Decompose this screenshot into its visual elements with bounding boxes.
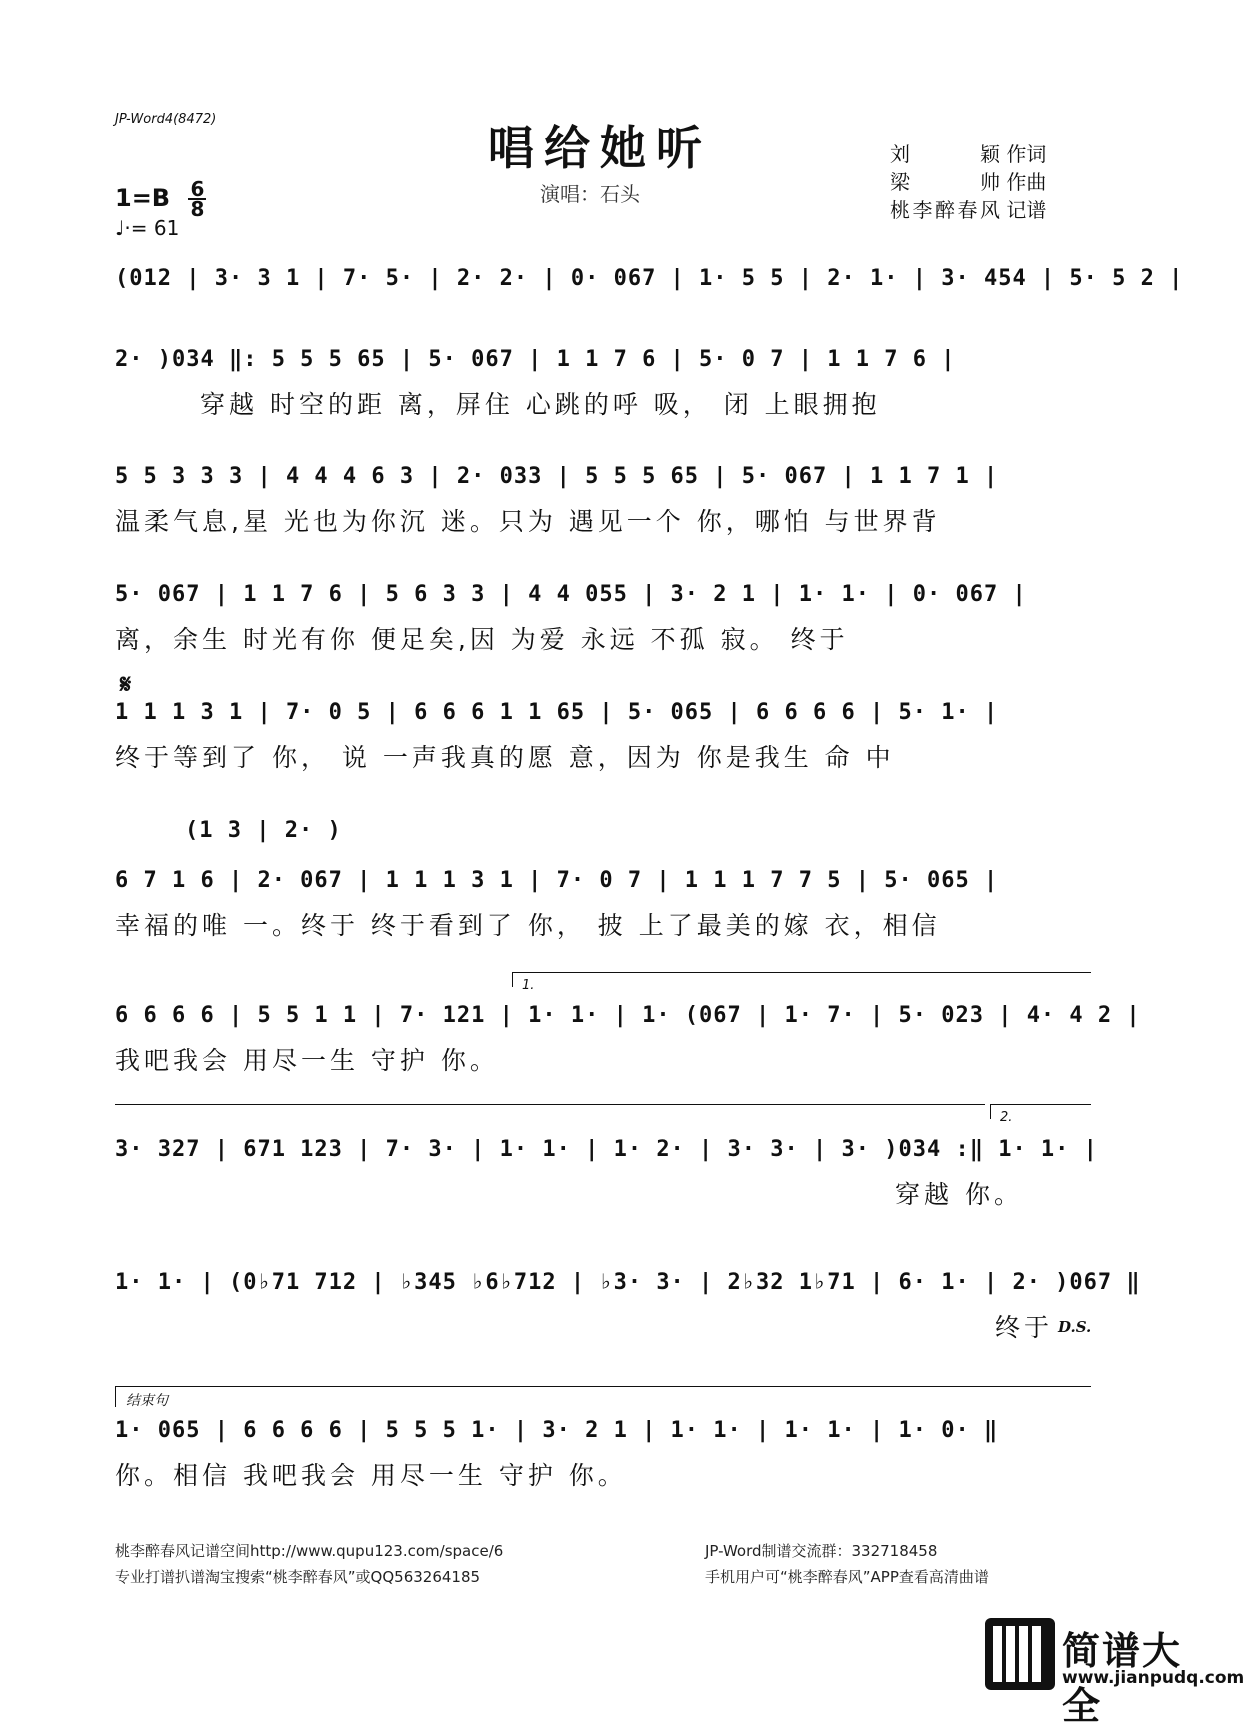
volta-2-label: 2. (1000, 1110, 1013, 1125)
ds-marking: D.S. (1058, 1318, 1092, 1336)
volta-1-label: 1. (522, 978, 535, 993)
site-logo-url: www.jianpudq.com (1062, 1668, 1244, 1688)
credit-role: 记谱 (1006, 198, 1047, 222)
key-signature (115, 177, 206, 221)
lyrics-line-10: 你。相信 我吧我会 用尽一生 守护 你。 (115, 1461, 627, 1490)
footer-left-1: 桃李醉春风记谱空间http://www.qupu123.com/space/6 (115, 1542, 504, 1560)
credit-name: 刘 颖 (890, 142, 1000, 166)
lyrics-line-8: 穿越 你。 (895, 1180, 1023, 1209)
notation-line-6: 6 7 1 6 | 2· 067 | 1 1 1 3 1 | 7· 0 7 | 1 1 1 7 7 5 | 5· 065 | (115, 868, 999, 893)
notation-line-5: 1 1 1 3 1 | 7· 0 5 | 6 6 6 1 1 65 | 5· 065 | 6 6 6 6 | 5· 1· | (115, 700, 999, 725)
notation-line-4: 5· 067 | 1 1 7 6 | 5 6 3 3 | 4 4 055 | 3· 2 1 | 1· 1· | 0· 067 | (115, 582, 1027, 607)
segno-sign: 𝄋 (120, 670, 132, 700)
footer-right-1: JP-Word制谱交流群：332718458 (705, 1542, 938, 1560)
piano-logo-icon (985, 1618, 1055, 1690)
credit-transcriber (890, 194, 1046, 223)
meter-bottom: 8 (190, 197, 205, 221)
ending-bracket (115, 1386, 1091, 1407)
lyrics-line-2: 穿越 时空的距 离，屏住 心跳的呼 吸， 闭 上眼拥抱 (200, 390, 881, 419)
credit-lyricist (890, 138, 1046, 167)
ending-label: 结束句 (126, 1393, 168, 1409)
site-logo-name: 简谱大全 (1062, 1629, 1183, 1728)
lyrics-line-9: 终于 (995, 1313, 1054, 1342)
grace-alternate: (1 3 | 2· ) (185, 818, 342, 843)
volta-continuation (115, 1104, 985, 1105)
tempo-marking: ♩·= 61 (115, 216, 180, 240)
volta-bracket-1 (512, 972, 1091, 987)
time-signature (188, 177, 206, 221)
lyrics-line-5: 终于等到了 你， 说 一声我真的愿 意，因为 你是我生 命 中 (115, 743, 895, 772)
notation-line-2: 2· )034 ‖: 5 5 5 65 | 5· 067 | 1 1 7 6 | 5· 0 7 | 1 1 7 6 | (115, 347, 956, 372)
notation-line-3: 5 5 3 3 3 | 4 4 4 6 3 | 2· 033 | 5 5 5 65 | 5· 067 | 1 1 7 1 | (115, 464, 999, 489)
credit-name: 桃李醉春风 (890, 198, 1000, 222)
lyrics-line-7: 我吧我会 用尽一生 守护 你。 (115, 1046, 499, 1075)
credit-name: 梁 帅 (890, 170, 1000, 194)
credit-role: 作词 (1006, 142, 1047, 166)
lyrics-line-4: 离，余生 时光有你 便足矣,因 为爱 永远 不孤 寂。 终于 (115, 625, 849, 654)
credit-composer (890, 166, 1046, 195)
software-label: JP-Word4(8472) (115, 112, 217, 127)
notation-line-10: 1· 065 | 6 6 6 6 | 5 5 5 1· | 3· 2 1 | 1· 1· | 1· 1· | 1· 0· ‖ (115, 1418, 999, 1443)
notation-line-1: (012 | 3· 3 1 | 7· 5· | 2· 2· | 0· 067 | 1· 5 5 | 2· 1· | 3· 454 | 5· 5 2 | (115, 266, 1184, 291)
meter-top: 6 (190, 177, 205, 201)
notation-line-9: 1· 1· | (0♭71 712 | ♭345 ♭6♭712 | ♭3· 3· | 2♭32 1♭71 | 6· 1· | 2· )067 ‖ (115, 1270, 1141, 1295)
song-title: 唱给她听 (488, 121, 712, 175)
notation-line-7: 6 6 6 6 | 5 5 1 1 | 7· 121 | 1· 1· | 1· (067 | 1· 7· | 5· 023 | 4· 4 2 | (115, 1003, 1141, 1028)
lyrics-line-6: 幸福的唯 一。终于 终于看到了 你， 披 上了最美的嫁 衣，相信 (115, 911, 941, 940)
credit-role: 作曲 (1006, 170, 1047, 194)
lyrics-line-3: 温柔气息,星 光也为你沉 迷。只为 遇见一个 你，哪怕 与世界背 (115, 507, 941, 536)
key-label: 1=B (115, 184, 171, 212)
notation-line-8: 3· 327 | 671 123 | 7· 3· | 1· 1· | 1· 2· | 3· 3· | 3· )034 :‖ 1· 1· | (115, 1137, 1098, 1162)
footer-left-2: 专业打谱扒谱淘宝搜索“桃李醉春风”或QQ563264185 (115, 1568, 481, 1586)
performer: 演唱：石头 (540, 182, 640, 206)
footer-right-2: 手机用户可“桃李醉春风”APP查看高清曲谱 (705, 1568, 989, 1586)
